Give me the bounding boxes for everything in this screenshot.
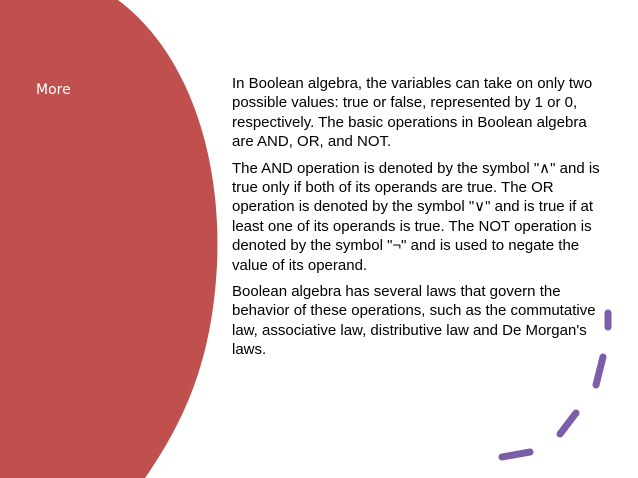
red-circle-shape: [0, 0, 217, 478]
paragraph-operations: The AND operation is denoted by the symbol "∧" and is true only if both of its operands are true. The OR operation is denoted by the symbol "∨" and is true if at least one of its operands is true. The NOT operation is denoted by the symbol "¬" and is used to negate the value of its operand.: [232, 159, 600, 274]
body-text: [232, 74, 602, 367]
paragraph-laws: Boolean algebra has several laws that govern the behavior of these operations, such as the commutative law, associative law, distributive law and De Morgan's laws.: [232, 283, 596, 359]
paragraph-intro: In Boolean algebra, the variables can take on only two possible values: true or false, represented by 1 or 0, respectively. The basic operations in Boolean algebra are AND, OR, and NOT.: [232, 75, 593, 151]
side-title: More: [36, 82, 71, 98]
